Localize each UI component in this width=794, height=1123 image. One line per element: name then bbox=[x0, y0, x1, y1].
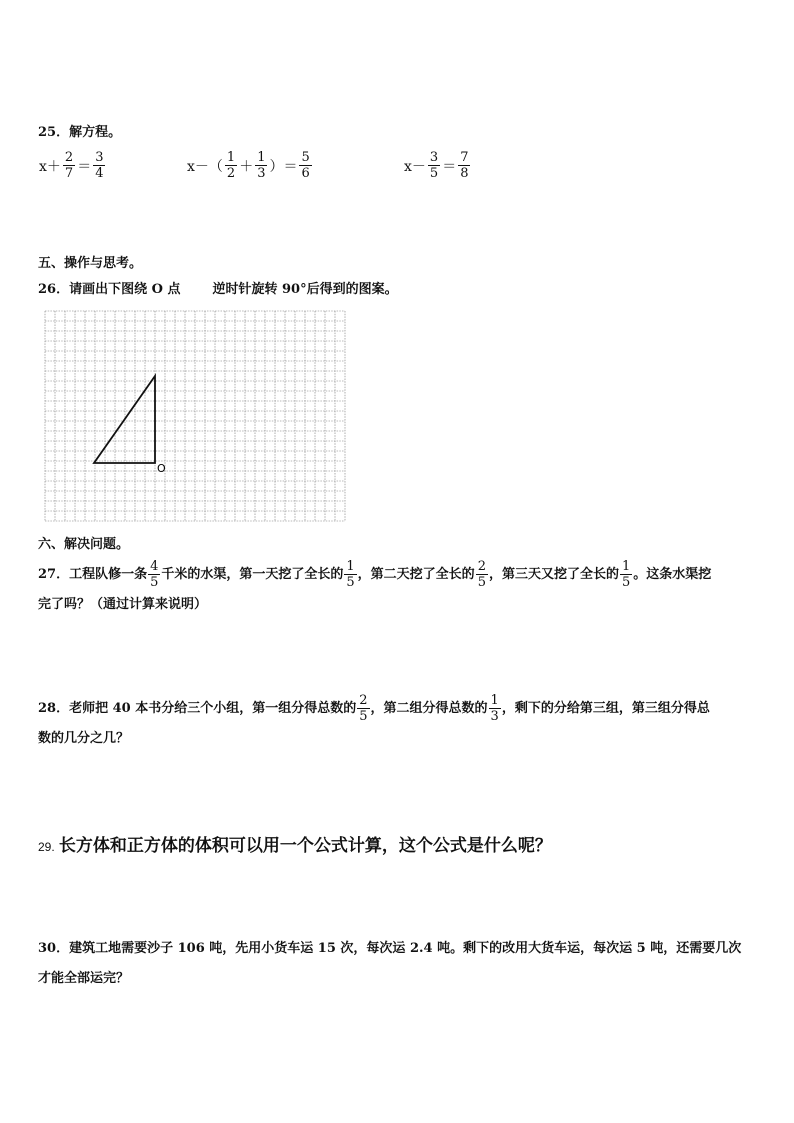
grid-lines bbox=[45, 311, 345, 521]
point-o-label: O bbox=[157, 462, 166, 475]
q27-text: 27．工程队修一条 $\frac{4}{5}$ 千米的水渠，第一天挖了全长的 $\frac{1}{5}$ ，第二天挖了全长的 $\frac{2}{5}$ ，第三天又挖了全长的 $\frac{1}{5}$ 。这条水渠挖 完了吗？（通过计算来说明） bbox=[38, 559, 712, 612]
right-triangle bbox=[94, 376, 155, 463]
section-6-heading: 六、解决问题。 bbox=[38, 537, 130, 552]
section-5-heading: 五、操作与思考。 bbox=[38, 256, 143, 271]
q29-text: 29. 长方体和正方体的体积可以用一个公式计算，这个公式是什么呢？ bbox=[38, 836, 552, 856]
equation-3: x－ $\frac{3}{5}$ ＝ $\frac{7}{8}$ bbox=[404, 150, 469, 181]
q30-text: 30．建筑工地需要沙子 106 吨，先用小货车运 15 次，每次运 2.4 吨。剩下的改用大货车运，每次运 5 吨，还需要几次 才能全部运完？ bbox=[38, 941, 742, 986]
q28-text: 28．老师把 40 本书分给三个小组，第一组分得总数的 $\frac{2}{5}$ ，第二组分得总数的 $\frac{1}{3}$ ，剩下的分给第三组，第三组分得总 数的几分之几？ bbox=[38, 693, 710, 746]
equation-2: x－（ $\frac{1}{2}$ ＋ $\frac{1}{3}$ ）＝ $\frac{5}{6}$ bbox=[187, 150, 310, 181]
q26-title: 26．请画出下图绕 O 点 逆时针旋转 90°后得到的图案。 bbox=[38, 282, 398, 297]
q25-title: 25．解方程。 bbox=[38, 125, 122, 140]
equation-1: x＋ $\frac{2}{7}$ ＝ $\frac{3}{4}$ bbox=[39, 150, 104, 181]
grid-figure bbox=[44, 310, 346, 524]
